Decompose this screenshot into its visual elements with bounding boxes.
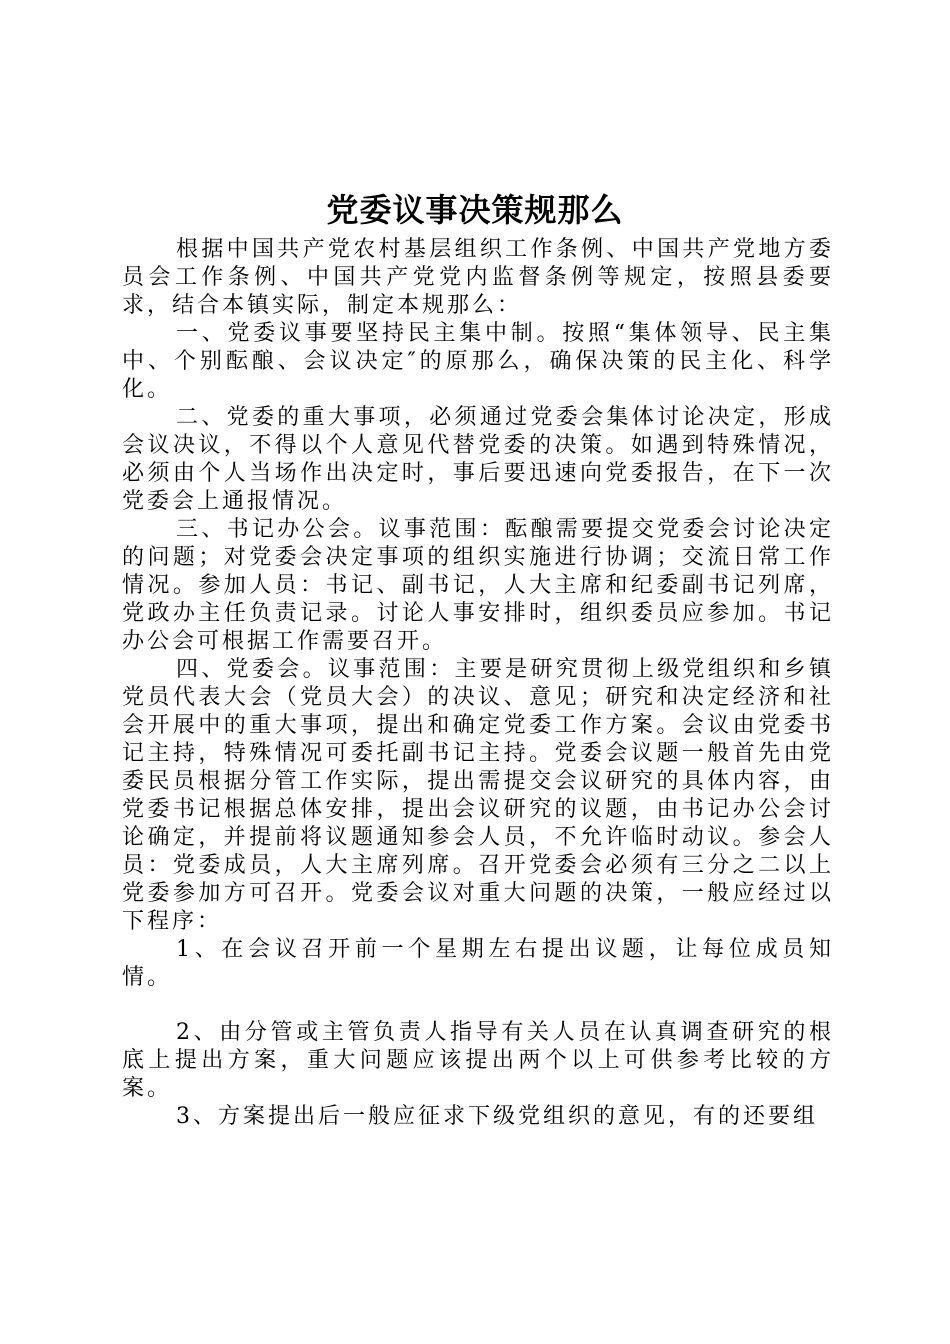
paragraph-3: 三、书记办公会。议事范围：酝酿需要提交党委会讨论决定的问题；对党委会决定事项的组织实施进行协调；交流日常工作情况。参加人员：书记、副书记，人大主席和纪委副书记列席，党政办主任负责记录。讨论人事安排时，组织委员应参加。书记办公会可根据工作需要召开。 (122, 517, 834, 654)
document-title: 党委议事决策规那么 (326, 191, 624, 229)
paragraph-preamble: 根据中国共产党农村基层组织工作条例、中国共产党地方委员会工作条例、中国共产党党内监督条例等规定，按照县委要求，结合本镇实际，制定本规那么： (122, 237, 834, 318)
procedure-step-2: 2、由分管或主管负责人指导有关人员在认真调查研究的根底上提出方案，重大问题应该提出两个以上可供参考比较的方案。 (122, 1020, 834, 1101)
procedure-step-1: 1、在会议召开前一个星期左右提出议题，让每位成员知情。 (122, 937, 834, 990)
paragraph-2: 二、党委的重大事项，必须通过党委会集体讨论决定，形成会议决议，不得以个人意见代替党委的决策。如遇到特殊情况，必须由个人当场作出决定时，事后要迅速向党委报告，在下一次党委会上通报情况。 (122, 405, 834, 514)
document-body (122, 236, 834, 1131)
procedure-step-3: 3、方案提出后一般应征求下级党组织的意见，有的还要组 (176, 1104, 818, 1129)
paragraph-1: 一、党委议事要坚持民主集中制。按照“集体领导、民主集中、个别酝酿、会议决定″的原那么，确保决策的民主化、科学化。 (122, 321, 834, 402)
paragraph-4: 四、党委会。议事范围：主要是研究贯彻上级党组织和乡镇党员代表大会（党员大会）的决议、意见；研究和决定经济和社会开展中的重大事项，提出和确定党委工作方案。会议由党委书记主持，特殊情况可委托副书记主持。党委会议题一般首先由党委民员根据分管工作实际，提出需提交会议研究的具体内容，由党委书记根据总体安排，提出会议研究的议题，由书记办公会讨论确定，并提前将议题通知参会人员，不允许临时动议。参会人员：党委成员，人大主席列席。召开党委会必须有三分之二以上党委参加方可召开。党委会议对重大问题的决策，一般应经过以下程序： (122, 657, 834, 934)
